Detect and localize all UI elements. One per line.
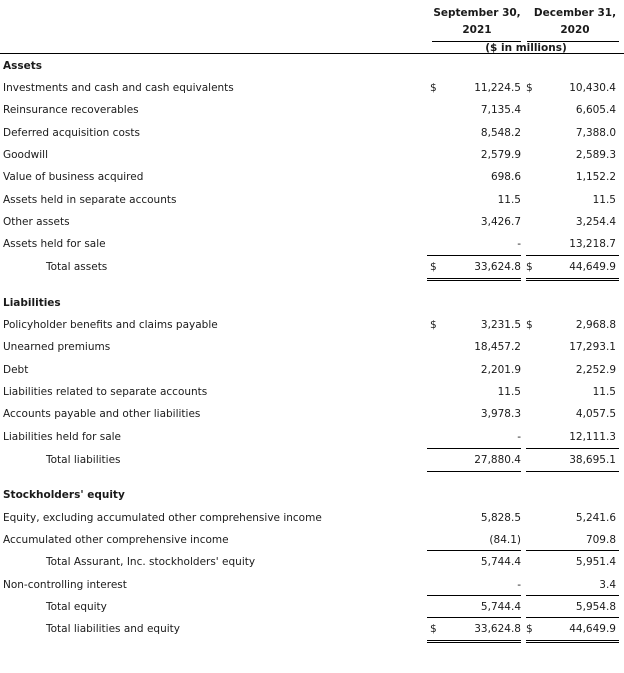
header-underline [527, 41, 619, 42]
column-header-sep-2021: September 30, 2021 [433, 7, 521, 36]
total-rule [427, 640, 521, 641]
subtotal-rule [526, 617, 619, 618]
total-row: Total liabilities and equity $ 33,624.8 $ 44,649.9 [46, 623, 616, 635]
subtotal-rule [427, 617, 521, 618]
table-row: Other assets 3,426.7 3,254.4 [3, 216, 616, 228]
table-row: Investments and cash and cash equivalents $ 11,224.5 $ 10,430.4 [3, 82, 616, 94]
total-rule [427, 471, 521, 472]
table-row: Assets held in separate accounts 11.5 11.5 [3, 194, 616, 206]
table-row: Liabilities related to separate accounts 11.5 11.5 [3, 386, 616, 398]
section-title-liabilities: Liabilities [3, 297, 61, 309]
table-row: Goodwill 2,579.9 2,589.3 [3, 149, 616, 161]
table-row: Deferred acquisition costs 8,548.2 7,388.0 [3, 127, 616, 139]
total-row: Total assets $ 33,624.8 $ 44,649.9 [46, 261, 616, 273]
subtotal-rule [427, 595, 521, 596]
subtotal-rule [526, 595, 619, 596]
subtotal-rule [427, 255, 521, 256]
column-header-dec-2020: December 31, 2020 [533, 7, 617, 36]
table-row: Debt 2,201.9 2,252.9 [3, 364, 616, 376]
total-rule [427, 280, 521, 281]
total-rule [427, 642, 521, 643]
total-rule [526, 642, 619, 643]
section-title-equity: Stockholders' equity [3, 489, 125, 501]
header-underline [432, 41, 521, 42]
column-header [428, 5, 624, 56]
table-row: Unearned premiums 18,457.2 17,293.1 [3, 341, 616, 353]
total-rule [526, 640, 619, 641]
total-rule [427, 278, 521, 279]
table-row: Reinsurance recoverables 7,135.4 6,605.4 [3, 104, 616, 116]
table-row: Non-controlling interest - 3.4 [3, 579, 616, 591]
section-title-assets: Assets [3, 60, 43, 72]
table-row: Assets held for sale - 13,218.7 [3, 238, 616, 250]
total-rule [526, 280, 619, 281]
subtotal-row: Total equity 5,744.4 5,954.8 [46, 601, 616, 613]
subtotal-row: Total Assurant, Inc. stockholders' equity 5,744.4 5,951.4 [46, 556, 616, 568]
subtotal-rule [526, 255, 619, 256]
table-row: Value of business acquired 698.6 1,152.2 [3, 171, 616, 183]
units-label: ($ in millions) [485, 42, 567, 54]
table-row: Liabilities held for sale - 12,111.3 [3, 431, 616, 443]
total-rule [526, 278, 619, 279]
table-row: Accounts payable and other liabilities 3,978.3 4,057.5 [3, 408, 616, 420]
subtotal-rule [427, 448, 521, 449]
table-row: Policyholder benefits and claims payable $ 3,231.5 $ 2,968.8 [3, 319, 616, 331]
subtotal-rule [427, 550, 521, 551]
total-row: Total liabilities 27,880.4 38,695.1 [46, 454, 616, 466]
table-row: Accumulated other comprehensive income (84.1) 709.8 [3, 534, 616, 546]
header-divider [0, 53, 624, 54]
total-rule [526, 471, 619, 472]
table-row: Equity, excluding accumulated other comprehensive income 5,828.5 5,241.6 [3, 512, 616, 524]
subtotal-rule [526, 550, 619, 551]
subtotal-rule [526, 448, 619, 449]
